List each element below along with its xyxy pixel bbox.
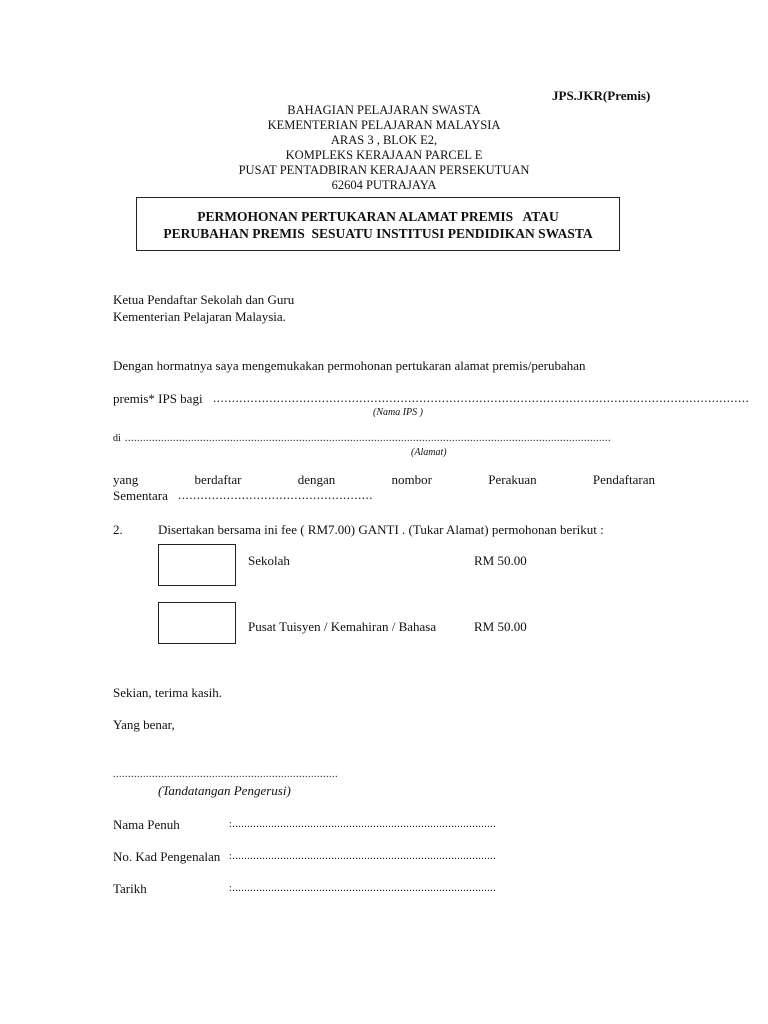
registration-word: nombor [391,472,432,487]
form-title-box [136,197,620,251]
registration-word: yang [113,472,139,487]
address-line-4: KOMPLEKS KERAJAAN PARCEL E [285,148,483,162]
registration-word: berdaftar [194,472,242,487]
registration-number-field[interactable]: .................................................... [178,487,373,502]
ips-name-caption: (Nama IPS ) [373,407,423,418]
item-2-number: 2. [113,522,123,537]
address-line-6: 62604 PUTRAJAYA [331,178,437,192]
option-fee-pusat-tuisyen: RM 50.00 [474,619,527,634]
registration-word: Pendaftaran [592,472,655,487]
date-field[interactable]: :........................................................................................ [229,883,497,894]
address-line-1: BAHAGIAN PELAJARAN SWASTA [287,103,481,117]
signature-caption: (Tandatangan Pengerusi) [158,783,291,798]
registration-word: Perakuan [488,472,537,487]
recipient-line-2: Kementerian Pelajaran Malaysia. [113,309,286,324]
option-fee-sekolah: RM 50.00 [474,553,527,568]
sign-off-text: Yang benar, [113,717,175,732]
address-line-2: KEMENTERIAN PELAJARAN MALAYSIA [267,118,501,132]
ic-number-label: No. Kad Pengenalan [113,849,221,864]
address-field[interactable]: .................................................................................................................................................................. [125,433,611,444]
registration-line [113,472,655,488]
closing-text: Sekian, terima kasih. [113,685,223,700]
pusat-tuisyen-checkbox[interactable] [158,602,236,644]
sementara-label: Sementara [113,488,168,503]
address-line-3: ARAS 3 , BLOK E2, [330,133,438,147]
ic-number-field[interactable]: :........................................................................................ [229,851,497,862]
intro-text: Dengan hormatnya saya mengemukakan permohonan pertukaran alamat premis/perubahan [113,358,586,373]
form-reference-code: JPS.JKR(Premis) [552,88,651,103]
full-name-label: Nama Penuh [113,817,180,832]
item-2-text: Disertakan bersama ini fee ( RM7.00) GANTI . (Tukar Alamat) permohonan berikut : [158,522,604,537]
full-name-field[interactable]: :........................................................................................ [229,819,497,830]
sekolah-checkbox[interactable] [158,544,236,586]
registration-word: dengan [297,472,336,487]
signature-field[interactable]: ........................................................................... [113,769,338,780]
address-field-label: di [113,433,121,444]
ips-name-field[interactable]: ............................................................................................................................................... [213,390,750,405]
ips-name-label: premis* IPS bagi [113,391,203,406]
address-caption: (Alamat) [411,447,447,458]
option-label-pusat-tuisyen: Pusat Tuisyen / Kemahiran / Bahasa [248,619,437,634]
address-line-5: PUSAT PENTADBIRAN KERAJAAN PERSEKUTUAN [238,163,530,177]
option-label-sekolah: Sekolah [248,553,290,568]
form-title-line-1: PERMOHONAN PERTUKARAN ALAMAT PREMIS ATAU [197,209,559,224]
form-title-line-2: PERUBAHAN PREMIS SESUATU INSTITUSI PENDIDIKAN SWASTA [163,226,593,241]
recipient-line-1: Ketua Pendaftar Sekolah dan Guru [113,292,295,307]
date-label: Tarikh [113,881,147,896]
